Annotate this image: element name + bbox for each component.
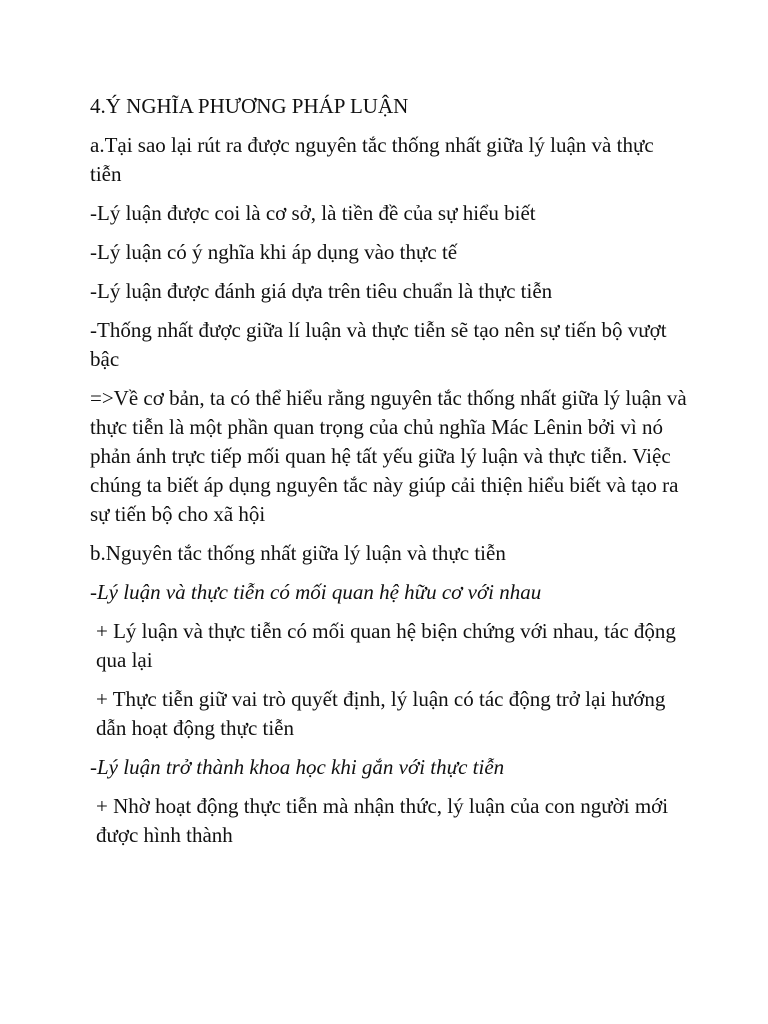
paragraph: -Lý luận được đánh giá dựa trên tiêu chuẩn là thực tiễn — [90, 279, 553, 303]
conclusion-paragraph: =>Về cơ bản, ta có thể hiểu rằng nguyên tắc thống nhất giữa lý luận và thực tiễn là một phần quan trọng của chủ nghĩa Mác Lênin bởi vì nó phản ánh trực tiếp mối quan hệ tất yếu giữa lý luận và thực tiễn. Việc chúng ta biết áp dụng nguyên tắc này giúp cải thiện hiểu biết và tạo ra sự tiến bộ cho xã hội — [90, 386, 687, 526]
subsection-a-title: a.Tại sao lại rút ra được nguyên tắc thống nhất giữa lý luận và thực tiễn — [90, 133, 654, 186]
italic-subheading: -Lý luận và thực tiễn có mối quan hệ hữu cơ với nhau — [90, 580, 542, 604]
section-heading: 4.Ý NGHĨA PHƯƠNG PHÁP LUẬN — [90, 94, 409, 118]
subsection-b-title: b.Nguyên tắc thống nhất giữa lý luận và thực tiễn — [90, 541, 506, 565]
paragraph: -Lý luận được coi là cơ sở, là tiền đề của sự hiểu biết — [90, 201, 536, 225]
document-page — [90, 92, 690, 860]
bullet-item: + Thực tiễn giữ vai trò quyết định, lý luận có tác động trở lại hướng dẫn hoạt động thực tiễn — [96, 687, 666, 740]
italic-subheading: -Lý luận trở thành khoa học khi gắn với thực tiễn — [90, 755, 505, 779]
bullet-item: + Nhờ hoạt động thực tiễn mà nhận thức, lý luận của con người mới được hình thành — [96, 794, 669, 847]
bullet-item: + Lý luận và thực tiễn có mối quan hệ biện chứng với nhau, tác động qua lại — [96, 619, 676, 672]
paragraph: -Thống nhất được giữa lí luận và thực tiễn sẽ tạo nên sự tiến bộ vượt bậc — [90, 318, 667, 371]
paragraph: -Lý luận có ý nghĩa khi áp dụng vào thực tế — [90, 240, 458, 264]
